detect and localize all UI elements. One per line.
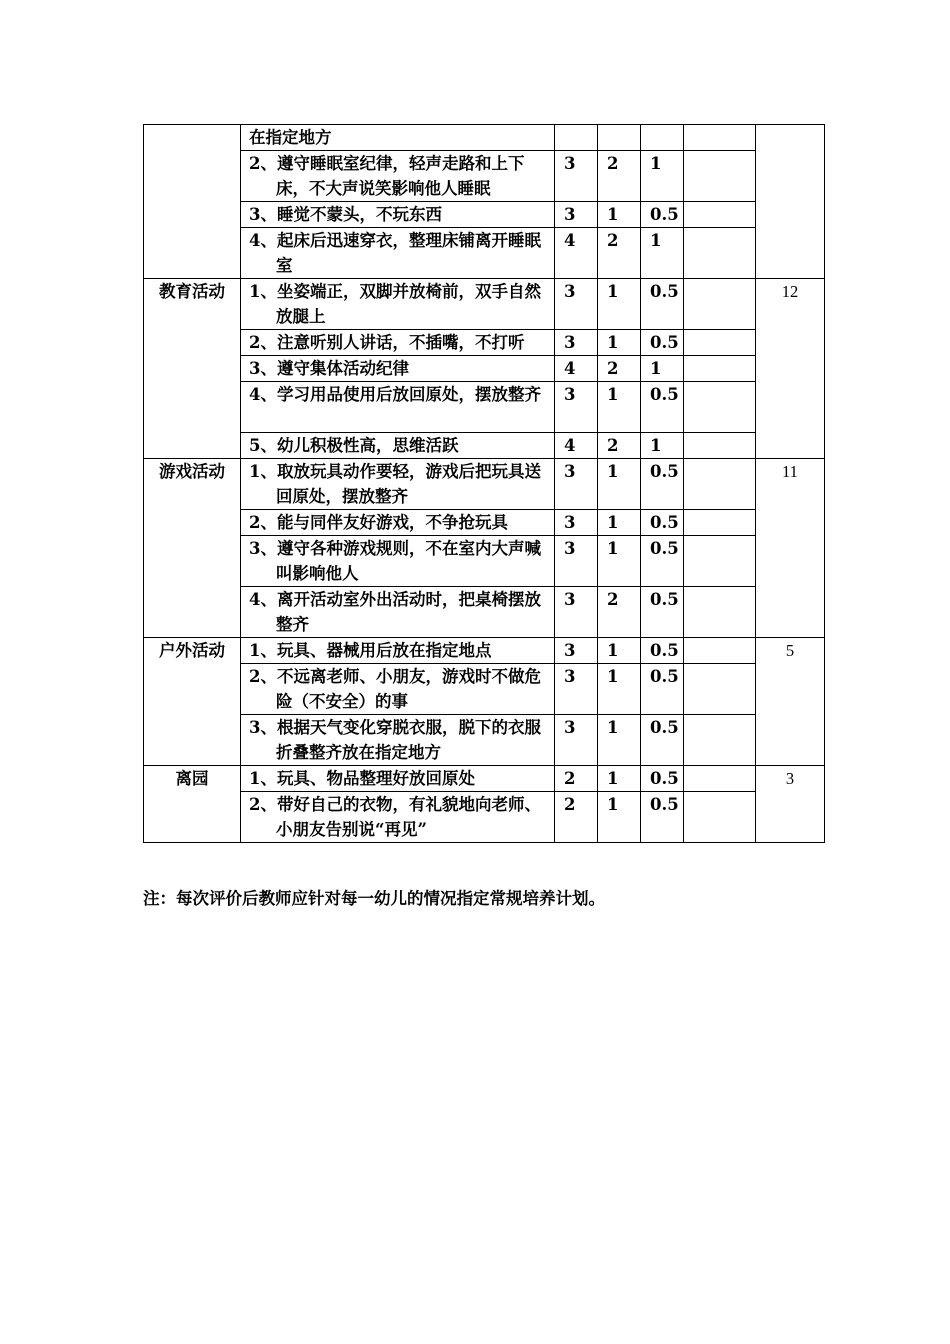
item-cell xyxy=(241,715,555,766)
score-2-cell: 1 xyxy=(598,792,641,843)
item-cell xyxy=(241,125,555,151)
score-1-cell: 3 xyxy=(555,202,598,228)
item-cell xyxy=(241,356,555,382)
evaluation-table-body xyxy=(144,125,825,843)
score-2-cell: 1 xyxy=(598,459,641,510)
score-2-cell: 1 xyxy=(598,330,641,356)
result-cell xyxy=(684,433,756,459)
score-3-cell: 0.5 xyxy=(641,382,684,433)
result-cell xyxy=(684,202,756,228)
score-2-cell: 1 xyxy=(598,510,641,536)
score-1-cell: 2 xyxy=(555,792,598,843)
table-row xyxy=(144,638,825,664)
total-cell xyxy=(756,125,825,279)
score-1-cell: 3 xyxy=(555,587,598,638)
item-text: 4、学习用品使用后放回原处，摆放整齐 xyxy=(249,385,541,404)
item-text: 1、坐姿端正，双脚并放椅前，双手自然放腿上 xyxy=(249,282,541,326)
score-1-cell: 3 xyxy=(555,664,598,715)
item-cell xyxy=(241,279,555,330)
table-row xyxy=(144,125,825,151)
result-cell xyxy=(684,715,756,766)
score-2-cell: 2 xyxy=(598,228,641,279)
item-cell xyxy=(241,151,555,202)
score-3-cell: 0.5 xyxy=(641,536,684,587)
score-3-cell: 0.5 xyxy=(641,715,684,766)
result-cell xyxy=(684,279,756,330)
item-text: 2、注意听别人讲话，不插嘴，不打听 xyxy=(249,333,525,352)
item-cell xyxy=(241,510,555,536)
score-2-cell: 1 xyxy=(598,202,641,228)
item-cell xyxy=(241,638,555,664)
item-text: 3、遵守各种游戏规则，不在室内大声喊叫影响他人 xyxy=(249,539,541,583)
category-cell xyxy=(144,125,241,279)
score-1-cell: 4 xyxy=(555,433,598,459)
score-2-cell: 2 xyxy=(598,433,641,459)
table-row xyxy=(144,715,825,766)
table-row xyxy=(144,279,825,330)
score-3-cell: 0.5 xyxy=(641,638,684,664)
total-cell: 3 xyxy=(756,766,825,843)
total-cell: 12 xyxy=(756,279,825,459)
score-1-cell: 4 xyxy=(555,356,598,382)
item-cell xyxy=(241,536,555,587)
result-cell xyxy=(684,587,756,638)
score-3-cell: 1 xyxy=(641,356,684,382)
item-cell xyxy=(241,766,555,792)
result-cell xyxy=(684,125,756,151)
table-row xyxy=(144,536,825,587)
score-2-cell: 1 xyxy=(598,382,641,433)
item-text: 在指定地方 xyxy=(249,128,332,147)
item-text: 3、遵守集体活动纪律 xyxy=(249,359,409,378)
table-row xyxy=(144,792,825,843)
item-text: 2、遵守睡眠室纪律，轻声走路和上下床，不大声说笑影响他人睡眠 xyxy=(249,154,525,198)
score-1-cell: 3 xyxy=(555,151,598,202)
score-3-cell: 0.5 xyxy=(641,766,684,792)
score-3-cell: 0.5 xyxy=(641,510,684,536)
score-2-cell: 2 xyxy=(598,587,641,638)
score-1-cell: 4 xyxy=(555,228,598,279)
item-text: 1、玩具、物品整理好放回原处 xyxy=(249,769,475,788)
item-cell xyxy=(241,664,555,715)
item-cell xyxy=(241,202,555,228)
result-cell xyxy=(684,664,756,715)
evaluation-table xyxy=(143,124,825,843)
table-row xyxy=(144,459,825,510)
result-cell xyxy=(684,382,756,433)
score-2-cell xyxy=(598,125,641,151)
table-row xyxy=(144,510,825,536)
item-text: 3、根据天气变化穿脱衣服，脱下的衣服折叠整齐放在指定地方 xyxy=(249,718,541,762)
score-3-cell: 0.5 xyxy=(641,792,684,843)
item-text: 5、幼儿积极性高，思维活跃 xyxy=(249,436,459,455)
score-2-cell: 1 xyxy=(598,536,641,587)
item-text: 2、带好自己的衣物，有礼貌地向老师、小朋友告别说“再见” xyxy=(249,795,541,839)
score-3-cell: 1 xyxy=(641,151,684,202)
result-cell xyxy=(684,459,756,510)
score-1-cell: 3 xyxy=(555,536,598,587)
score-2-cell: 1 xyxy=(598,766,641,792)
result-cell xyxy=(684,536,756,587)
item-cell xyxy=(241,382,555,433)
score-2-cell: 1 xyxy=(598,638,641,664)
score-1-cell: 3 xyxy=(555,279,598,330)
category-cell: 教育活动 xyxy=(144,279,241,459)
total-cell: 11 xyxy=(756,459,825,638)
score-1-cell: 3 xyxy=(555,510,598,536)
item-text: 4、起床后迅速穿衣，整理床铺离开睡眠室 xyxy=(249,231,541,275)
item-text: 1、玩具、器械用后放在指定地点 xyxy=(249,641,492,660)
item-cell xyxy=(241,330,555,356)
item-text: 2、不远离老师、小朋友，游戏时不做危险（不安全）的事 xyxy=(249,667,541,711)
result-cell xyxy=(684,330,756,356)
score-3-cell: 0.5 xyxy=(641,279,684,330)
table-row xyxy=(144,382,825,433)
score-2-cell: 1 xyxy=(598,279,641,330)
table-row xyxy=(144,151,825,202)
item-text: 1、取放玩具动作要轻，游戏后把玩具送回原处，摆放整齐 xyxy=(249,462,541,506)
score-2-cell: 1 xyxy=(598,664,641,715)
item-text: 3、睡觉不蒙头，不玩东西 xyxy=(249,205,442,224)
score-1-cell: 3 xyxy=(555,638,598,664)
result-cell xyxy=(684,151,756,202)
score-1-cell: 3 xyxy=(555,715,598,766)
score-3-cell: 1 xyxy=(641,228,684,279)
score-3-cell: 0.5 xyxy=(641,202,684,228)
table-row xyxy=(144,356,825,382)
result-cell xyxy=(684,510,756,536)
table-row xyxy=(144,587,825,638)
table-row xyxy=(144,664,825,715)
item-cell xyxy=(241,587,555,638)
score-2-cell: 2 xyxy=(598,151,641,202)
result-cell xyxy=(684,228,756,279)
item-cell xyxy=(241,459,555,510)
table-row xyxy=(144,766,825,792)
result-cell xyxy=(684,792,756,843)
item-cell xyxy=(241,433,555,459)
score-3-cell: 0.5 xyxy=(641,664,684,715)
category-cell: 游戏活动 xyxy=(144,459,241,638)
score-3-cell: 0.5 xyxy=(641,459,684,510)
score-1-cell: 3 xyxy=(555,382,598,433)
score-3-cell: 0.5 xyxy=(641,330,684,356)
item-cell xyxy=(241,228,555,279)
score-3-cell: 0.5 xyxy=(641,587,684,638)
score-1-cell: 2 xyxy=(555,766,598,792)
item-cell xyxy=(241,792,555,843)
score-2-cell: 2 xyxy=(598,356,641,382)
table-row xyxy=(144,433,825,459)
score-1-cell: 3 xyxy=(555,330,598,356)
footnote: 注：每次评价后教师应针对每一幼儿的情况指定常规培养计划。 xyxy=(143,889,605,908)
score-2-cell: 1 xyxy=(598,715,641,766)
score-1-cell xyxy=(555,125,598,151)
result-cell xyxy=(684,766,756,792)
item-text: 4、离开活动室外出活动时，把桌椅摆放整齐 xyxy=(249,590,541,634)
table-row xyxy=(144,202,825,228)
table-row xyxy=(144,228,825,279)
score-3-cell: 1 xyxy=(641,433,684,459)
score-3-cell xyxy=(641,125,684,151)
item-text: 2、能与同伴友好游戏，不争抢玩具 xyxy=(249,513,508,532)
total-cell: 5 xyxy=(756,638,825,766)
table-row xyxy=(144,330,825,356)
result-cell xyxy=(684,356,756,382)
result-cell xyxy=(684,638,756,664)
category-cell: 离园 xyxy=(144,766,241,843)
score-1-cell: 3 xyxy=(555,459,598,510)
category-cell: 户外活动 xyxy=(144,638,241,766)
